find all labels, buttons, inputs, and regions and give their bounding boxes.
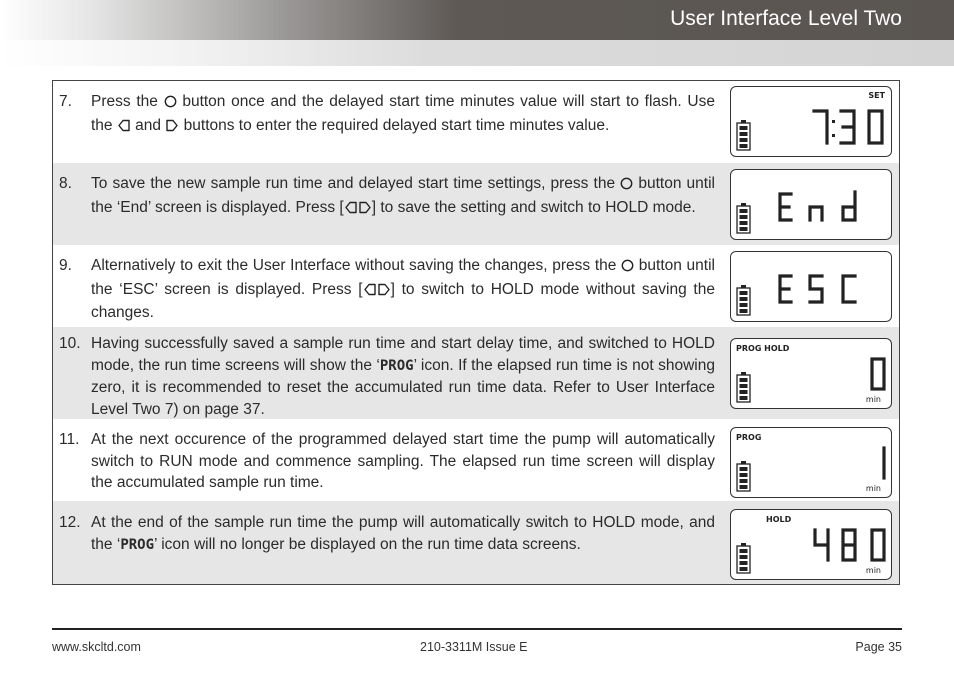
lcd-digits [731,252,893,323]
step-number: 12. [59,514,81,531]
left-right-buttons-icon [344,199,372,221]
prog-icon-label: PROG [379,357,414,374]
lcd-display-7-30 [730,86,892,157]
step-number: 9. [59,257,72,274]
digit-E [780,194,791,220]
prog-icon-label: PROG [120,536,155,553]
footer-page-number: Page 35 [855,640,902,654]
battery-icon [737,285,750,315]
digit-4 [815,530,828,560]
digit-d [843,192,855,220]
step-text: At the next occurence of the programmed delayed start time the pump will automatically switch to RUN mode and commence sampling. The elapsed run time screen will display the accumulated sample run time. [91,431,715,491]
lcd-display-esc [730,251,892,322]
digit-S [810,276,822,302]
digit-3 [841,111,854,143]
footer-website: www.skcltd.com [52,640,141,654]
colon-dot [832,120,835,123]
min-unit: min [865,566,881,575]
min-unit: min [865,484,881,493]
lcd-digits [731,339,893,410]
digit-C [843,276,855,302]
lcd-digits [731,87,893,158]
lcd-display-0 [730,338,892,409]
step-number: 7. [59,93,72,110]
lcd-digits [731,170,893,241]
min-unit: min [865,395,881,404]
lcd-display-1 [730,427,892,498]
battery-icon [737,543,750,573]
header-subbar [0,40,954,66]
digit-0 [872,530,884,560]
left-button-icon [117,117,131,139]
step-number: 8. [59,175,72,192]
step-number: 11. [59,431,80,448]
colon-dot [832,134,835,137]
step-text: Press the button once and the delayed start time minutes value will start to flash. Use the and buttons to enter the required delayed start time minutes value. [91,91,715,138]
battery-icon [737,120,750,150]
step-row-9 [53,245,899,327]
step-row-8 [53,163,899,245]
set-indicator: SET [868,91,885,100]
battery-icon [737,203,750,233]
lcd-digits [731,510,893,581]
step-text: Having successfully saved a sample run time and start delay time, and switched to HOLD mode, the run time screens will show the ‘PROG’ icon. If the elapsed run time is not showing zero, it is recommended to reset the accumulated run time data. Refer to User Interface Level Two 7) on page 37. [91,335,715,418]
prog-indicator: PROG [736,433,762,442]
select-button-icon [164,93,177,115]
step-row-10 [53,327,899,419]
select-button-icon [621,257,634,279]
digit-0 [872,359,884,389]
step-row-12 [53,501,899,584]
step-row-11 [53,419,899,501]
digit-8 [843,530,855,560]
digit-0 [869,111,882,143]
prog-hold-indicator: PROG HOLD [736,344,790,353]
step-row-7 [53,81,899,163]
footer-doc-id: 210-3311M Issue E [420,640,528,654]
footer-divider [52,628,902,630]
page-title: User Interface Level Two [670,7,902,30]
lcd-display-480 [730,509,892,580]
lcd-digits [731,428,893,499]
digit-E [780,276,791,302]
page-header [0,0,954,40]
step-number: 10. [59,335,81,352]
step-text: Alternatively to exit the User Interface without saving the changes, press the button until the ‘ESC’ screen is displayed. Press [ ] to switch to HOLD mode without saving the changes. [91,257,715,321]
battery-icon [737,372,750,402]
digit-n [810,207,822,220]
steps-table [52,80,900,585]
select-button-icon [620,175,633,197]
battery-icon [737,461,750,491]
step-text: At the end of the sample run time the pump will automatically switch to HOLD mode, and the ‘PROG’ icon will no longer be displayed on the run time data screens. [91,514,715,553]
lcd-display-end [730,169,892,240]
digit-7 [814,111,827,143]
hold-indicator: HOLD [766,515,792,524]
right-button-icon [165,117,179,139]
left-right-buttons-icon [363,281,391,303]
step-text: To save the new sample run time and delayed start time settings, press the button until the ‘End’ screen is displayed. Press [ ] to save the setting and switch to HOLD mode. [91,173,715,220]
